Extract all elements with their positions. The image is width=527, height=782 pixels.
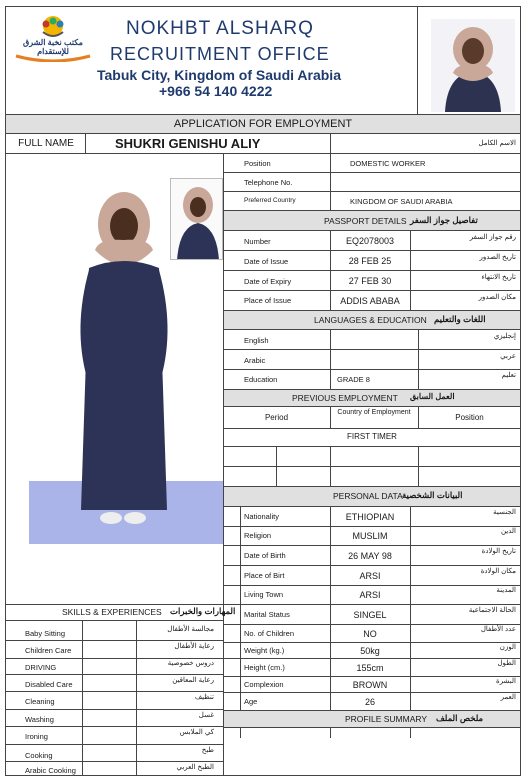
skill-children-care-arabic: رعاية الأطفال: [174, 643, 214, 650]
nationality-arabic: الجنسية: [493, 509, 516, 516]
skill-baby-sitting: Baby Sitting: [25, 629, 66, 638]
english-label: English: [244, 336, 269, 345]
personal-heading-arabic: البيانات الشخصية: [402, 490, 463, 500]
skills-heading-arabic: المهارات والخبرات: [170, 606, 236, 616]
date-of-birth-arabic: تاريخ الولادة: [481, 548, 516, 555]
religion-label: Religion: [244, 531, 272, 540]
education-value: GRADE 8: [337, 375, 370, 384]
skill-children-care: Children Care: [25, 646, 72, 655]
skill-washing-arabic: غسل: [198, 712, 214, 719]
skill-ironing-arabic: كي الملابس: [179, 729, 214, 736]
personal-heading: PERSONAL DATA: [333, 491, 403, 501]
weight-arabic: الوزن: [499, 644, 516, 651]
office-city: Tabuk City, Kingdom of Saudi Arabia: [97, 67, 341, 83]
employment-heading: PREVIOUS EMPLOYMENT: [292, 393, 398, 403]
religion-arabic: الدين: [500, 528, 516, 535]
languages-heading-arabic: اللغات والتعليم: [434, 314, 486, 324]
living-town-label: Living Town: [244, 590, 284, 599]
full-name-value: SHUKRI GENISHU ALIY: [115, 136, 261, 151]
place-of-issue-label: Place of Issue: [244, 296, 292, 305]
children-label: No. of Children: [244, 629, 295, 638]
age-label: Age: [244, 697, 258, 706]
english-arabic: إنجليزي: [493, 333, 516, 340]
religion-value: MUSLIM: [352, 531, 388, 541]
age-value: 26: [364, 697, 375, 707]
passport-heading-arabic: تفاصيل جواز السفر: [410, 215, 478, 225]
date-of-birth-value: 26 MAY 98: [348, 551, 392, 561]
telephone-label: Telephone No.: [244, 178, 293, 187]
employment-position-header: Position: [455, 413, 484, 422]
date-of-issue-label: Date of Issue: [244, 257, 289, 266]
preferred-country-label: Preferred Country: [244, 197, 296, 204]
form-title: APPLICATION FOR EMPLOYMENT: [173, 118, 353, 130]
skill-cooking: Cooking: [25, 751, 53, 760]
arabic-label: Arabic: [244, 356, 266, 365]
skill-cleaning-arabic: تنظيف: [194, 694, 214, 701]
passport-heading: PASSPORT DETAILS: [324, 216, 407, 226]
height-value: 155cm: [356, 663, 384, 673]
education-arabic: تعليم: [501, 372, 516, 379]
living-town-arabic: المدينة: [496, 587, 516, 594]
nationality-value: ETHIOPIAN: [345, 512, 395, 522]
skill-ironing: Ironing: [25, 732, 48, 741]
date-of-issue-arabic: تاريخ الصدور: [479, 254, 516, 261]
arabic-arabic: عربي: [500, 353, 516, 360]
office-phone: +966 54 140 4222: [159, 83, 273, 99]
passport-number-label: Number: [244, 237, 271, 246]
age-arabic: العمر: [500, 694, 516, 701]
office-name: RECRUITMENT OFFICE: [110, 44, 330, 64]
profile-summary-heading: PROFILE SUMMARY: [345, 714, 428, 724]
place-of-issue-arabic: مكان الصدور: [478, 294, 516, 301]
skill-cooking-arabic: طبخ: [201, 747, 214, 754]
height-arabic: الطول: [497, 660, 516, 667]
position-label: Position: [244, 159, 271, 168]
complexion-value: BROWN: [352, 680, 388, 690]
place-of-birth-arabic: مكان الولادة: [480, 568, 516, 575]
place-of-birth-label: Place of Birt: [244, 571, 285, 580]
profile-summary-heading-arabic: ملخص الملف: [436, 713, 484, 723]
skill-driving-arabic: دروس خصوصية: [167, 660, 214, 667]
date-of-expiry-value: 27 FEB 30: [348, 276, 392, 286]
children-arabic: عدد الأطفال: [480, 626, 516, 633]
place-of-issue-value: ADDIS ABABA: [340, 296, 400, 306]
small-portrait-photo: [170, 178, 223, 260]
nationality-label: Nationality: [244, 512, 280, 521]
languages-heading: LANGUAGES & EDUCATION: [314, 315, 427, 325]
skill-arabic-cooking: Arabic Cooking: [25, 766, 76, 775]
employment-note: FIRST TIMER: [347, 432, 397, 441]
weight-label: Weight (kg.): [244, 646, 285, 655]
education-label: Education: [244, 375, 278, 384]
complexion-arabic: البشرة: [496, 678, 516, 685]
company-name: NOKHBT ALSHARQ: [126, 18, 314, 39]
date-of-issue-value: 28 FEB 25: [348, 256, 392, 266]
full-name-arabic: الاسم الكامل: [478, 140, 516, 147]
date-of-expiry-label: Date of Expiry: [244, 277, 292, 286]
place-of-birth-value: ARSI: [359, 571, 381, 581]
skill-disabled-care: Disabled Care: [25, 680, 73, 689]
skill-arabic-cooking-arabic: الطبخ العربي: [176, 764, 214, 771]
employment-period-header: Period: [264, 413, 289, 422]
employment-country-header: Country of Employment: [337, 409, 411, 416]
date-of-birth-label: Date of Birth: [244, 551, 286, 560]
marital-status-value: SINGEL: [353, 610, 387, 620]
header-photo: [431, 19, 515, 112]
skill-cleaning: Cleaning: [25, 697, 55, 706]
date-of-expiry-arabic: تاريخ الانتهاء: [481, 274, 516, 281]
weight-value: 50kg: [360, 646, 380, 656]
skill-driving: DRIVING: [25, 663, 57, 672]
skills-heading: SKILLS & EXPERIENCES: [62, 607, 162, 617]
skill-disabled-care-arabic: رعاية المعاقين: [172, 677, 214, 684]
employment-heading-arabic: العمل السابق: [410, 392, 455, 401]
marital-status-arabic: الحالة الاجتماعية: [468, 607, 516, 614]
living-town-value: ARSI: [359, 590, 381, 600]
passport-number-arabic: رقم جواز السفر: [469, 234, 516, 241]
skill-baby-sitting-arabic: مجالسة الأطفال: [167, 626, 214, 633]
complexion-label: Complexion: [244, 680, 284, 689]
preferred-country-value: KINGDOM OF SAUDI ARABIA: [350, 197, 453, 206]
full-name-label: FULL NAME: [18, 138, 74, 149]
position-value: DOMESTIC WORKER: [350, 159, 426, 168]
marital-status-label: Marital Status: [244, 610, 290, 619]
passport-number-value: EQ2078003: [345, 236, 395, 246]
skill-washing: Washing: [25, 715, 54, 724]
height-label: Height (cm.): [244, 663, 285, 672]
logo-arabic-text: مكتب نخبة الشرق للإستقدام: [23, 38, 83, 56]
children-value: NO: [363, 629, 377, 639]
